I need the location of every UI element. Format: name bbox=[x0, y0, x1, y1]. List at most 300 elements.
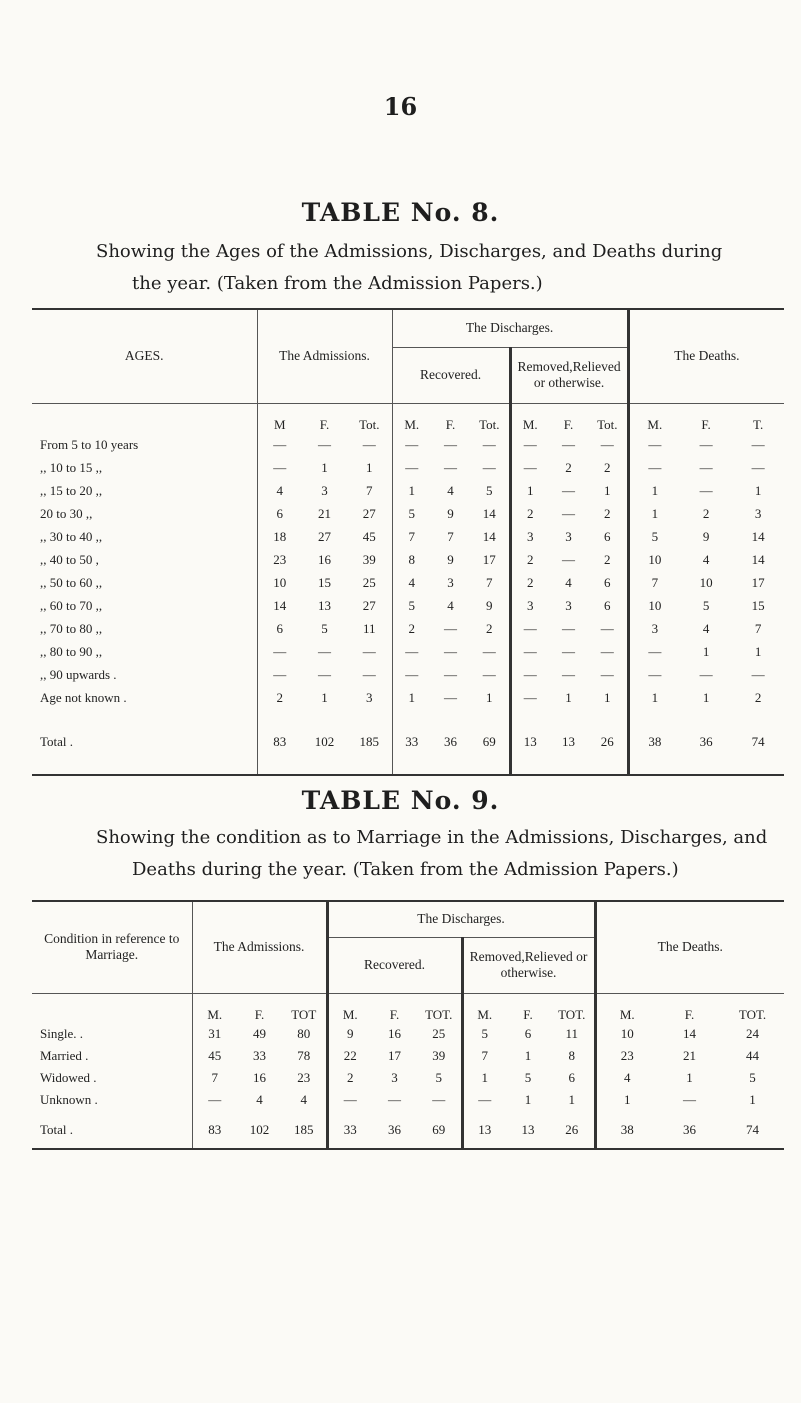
table8-cell: — bbox=[562, 505, 576, 521]
table9-cell: 4 bbox=[300, 1092, 307, 1107]
table8-discharges-header: The Discharges. bbox=[392, 309, 628, 347]
table9-cell: 83 bbox=[192, 1111, 237, 1149]
table8-cell: 27 bbox=[362, 597, 376, 613]
table8-cell: 5 bbox=[392, 594, 431, 617]
table9-cell: — bbox=[462, 1089, 506, 1111]
table9-cell: 5 bbox=[749, 1070, 756, 1085]
table8-row-label: Age not known . bbox=[40, 689, 127, 705]
table8-cell: — bbox=[444, 436, 458, 452]
table8-cell: 6 bbox=[257, 617, 302, 640]
table8-cell: 4 bbox=[702, 620, 710, 636]
table8-cell: — bbox=[444, 459, 458, 475]
table8-subheader: T. bbox=[732, 403, 784, 433]
table8-cell: — bbox=[362, 666, 376, 682]
table8-row bbox=[32, 571, 784, 594]
table9-cell: 25 bbox=[432, 1026, 446, 1041]
table9-cell: 33 bbox=[327, 1111, 372, 1149]
table9-cell: 45 bbox=[192, 1045, 237, 1067]
page-number: 16 bbox=[383, 92, 418, 121]
table8-cell: — bbox=[510, 663, 549, 686]
table9-cell: 5 bbox=[435, 1070, 442, 1085]
table8-cell: — bbox=[699, 482, 713, 498]
table8-cell: — bbox=[318, 436, 331, 452]
table9-subheader: M. bbox=[327, 993, 372, 1023]
table8-cell: 14 bbox=[751, 551, 765, 567]
table9-cell: — bbox=[683, 1092, 697, 1107]
table8-ages-header: AGES. bbox=[32, 309, 257, 403]
table9-row bbox=[32, 1023, 784, 1045]
table8-cell: — bbox=[562, 666, 576, 682]
table9-cell: 1 bbox=[686, 1070, 693, 1085]
table9-subheader-blank bbox=[32, 993, 192, 1023]
table8-title: TABLE No. 8. bbox=[301, 198, 500, 227]
table8-subheader: Tot. bbox=[588, 403, 628, 433]
table8-cell: 16 bbox=[318, 551, 331, 567]
table8-cell: — bbox=[628, 640, 680, 663]
table8-cell: — bbox=[510, 686, 549, 709]
table8-caption-line2: the year. (Taken from the Admission Papers.) bbox=[132, 273, 543, 294]
table8-row-label: From 5 to 10 years bbox=[40, 436, 139, 452]
table8-cell: — bbox=[392, 663, 431, 686]
table8-cell: 36 bbox=[431, 709, 470, 775]
table9-subheader: M. bbox=[462, 993, 506, 1023]
table9-cell: 74 bbox=[721, 1111, 784, 1149]
table8-cell: 3 bbox=[565, 528, 572, 544]
table8-cell: — bbox=[562, 482, 576, 498]
table9-cell: 36 bbox=[658, 1111, 721, 1149]
table9-cell: 5 bbox=[524, 1070, 532, 1085]
table8-cell: 1 bbox=[510, 479, 549, 502]
table8-row bbox=[32, 433, 784, 456]
table9-cell: 21 bbox=[683, 1048, 697, 1063]
table8-cell: — bbox=[628, 433, 680, 456]
table8-cell: — bbox=[257, 433, 302, 456]
table8-cell: 27 bbox=[318, 528, 331, 544]
table8-cell: — bbox=[444, 689, 458, 705]
table8-cell: 9 bbox=[447, 551, 454, 567]
table8-cell: 14 bbox=[751, 528, 765, 544]
table9-cell: 13 bbox=[462, 1111, 506, 1149]
table9-cell: 39 bbox=[432, 1048, 446, 1063]
table8-row-label: ,, 70 to 80 ,, bbox=[40, 620, 103, 636]
table8-cell: 6 bbox=[604, 597, 611, 613]
table8-cell: 10 bbox=[699, 574, 713, 590]
table9-cell: 23 bbox=[297, 1070, 311, 1085]
table9-cell: 9 bbox=[327, 1023, 372, 1045]
table8-cell: 1 bbox=[628, 502, 680, 525]
table8-cell: 7 bbox=[486, 574, 493, 590]
table8-cell: — bbox=[444, 620, 458, 636]
table8-subheader: M. bbox=[628, 403, 680, 433]
table8-cell: 7 bbox=[754, 620, 762, 636]
table8-cell: 1 bbox=[321, 459, 328, 475]
table8-cell: 7 bbox=[447, 528, 454, 544]
table8-cell: 4 bbox=[447, 597, 454, 613]
table9-row-label: Single. . bbox=[40, 1026, 83, 1041]
table9-cell: 17 bbox=[388, 1048, 401, 1063]
table8-cell: 10 bbox=[628, 594, 680, 617]
table8-cell: 6 bbox=[604, 574, 611, 590]
table8-cell: 27 bbox=[362, 505, 376, 521]
table9-cell: 44 bbox=[746, 1048, 760, 1063]
table8-deaths-header: The Deaths. bbox=[628, 309, 784, 403]
table8-cell: — bbox=[510, 640, 549, 663]
table8-cell: — bbox=[482, 666, 496, 682]
table8-row bbox=[32, 479, 784, 502]
table8-cell: 7 bbox=[366, 482, 373, 498]
table8-cell: 9 bbox=[447, 505, 454, 521]
table8-cell: 1 bbox=[628, 479, 680, 502]
table8-cell: 26 bbox=[588, 709, 628, 775]
table9-cell: 4 bbox=[256, 1092, 263, 1107]
table9-cell: 22 bbox=[327, 1045, 372, 1067]
table8-cell: — bbox=[699, 459, 713, 475]
table8-subheader: Tot. bbox=[347, 403, 392, 433]
table9-row bbox=[32, 1089, 784, 1111]
table9-recovered-header: Recovered. bbox=[327, 937, 462, 993]
table8-row-label: ,, 80 to 90 ,, bbox=[40, 643, 103, 659]
table8-cell: 14 bbox=[482, 505, 496, 521]
table9-row-label: Widowed . bbox=[40, 1070, 97, 1085]
table8-row bbox=[32, 640, 784, 663]
table8-subheader: M bbox=[257, 403, 302, 433]
table8-subheader: F. bbox=[431, 403, 470, 433]
table9 bbox=[32, 900, 784, 1150]
table9-subheader: M. bbox=[192, 993, 237, 1023]
table8-row-label: ,, 10 to 15 ,, bbox=[40, 459, 103, 475]
table8-cell: — bbox=[444, 643, 458, 659]
table8-cell: 185 bbox=[347, 709, 392, 775]
table8-cell: 3 bbox=[447, 574, 454, 590]
table9-caption bbox=[96, 822, 767, 886]
table8-cell: 2 bbox=[702, 505, 710, 521]
table9-cell: 3 bbox=[391, 1070, 398, 1085]
table9-row-label: Total . bbox=[32, 1111, 192, 1149]
table8-cell: 4 bbox=[565, 574, 572, 590]
table8-caption bbox=[96, 236, 722, 300]
table8-cell: — bbox=[257, 456, 302, 479]
table8-cell: 1 bbox=[366, 459, 373, 475]
table9-subheader: F. bbox=[372, 993, 417, 1023]
table9-caption-line2: Deaths during the year. (Taken from the Admission Papers.) bbox=[132, 859, 679, 880]
table9-cell: 33 bbox=[253, 1048, 266, 1063]
table8-cell: 4 bbox=[447, 482, 454, 498]
table8-cell: 5 bbox=[392, 502, 431, 525]
table8-cell: 1 bbox=[486, 689, 493, 705]
table8-row-label: ,, 40 to 50 , bbox=[40, 551, 99, 567]
table8-subheader-blank bbox=[32, 403, 257, 433]
table8-cell: 17 bbox=[482, 551, 496, 567]
table8-cell: 1 bbox=[604, 482, 611, 498]
table9-cell: — bbox=[388, 1092, 401, 1107]
table8-cell: 3 bbox=[321, 482, 328, 498]
table9-cell: 102 bbox=[237, 1111, 282, 1149]
table8 bbox=[32, 308, 784, 776]
table8-cell: — bbox=[699, 666, 713, 682]
table9-subheader-row bbox=[32, 993, 784, 1023]
table9-caption-line1: Showing the condition as to Marriage in the Admissions, Discharges, and bbox=[96, 827, 768, 848]
table9-total-row bbox=[32, 1111, 784, 1149]
table8-subheader: M. bbox=[510, 403, 549, 433]
table9-subheader: M. bbox=[595, 993, 658, 1023]
table9-cell: 16 bbox=[253, 1070, 266, 1085]
table8-cell: 4 bbox=[257, 479, 302, 502]
table8-cell: — bbox=[510, 456, 549, 479]
table8-cell: — bbox=[751, 436, 765, 452]
table8-cell: 2 bbox=[392, 617, 431, 640]
table8-cell: — bbox=[562, 436, 576, 452]
table8-cell: 6 bbox=[604, 528, 611, 544]
table8-cell: 2 bbox=[604, 551, 611, 567]
table8-cell: — bbox=[318, 666, 331, 682]
table9-deaths-header: The Deaths. bbox=[595, 901, 784, 993]
table8-row-label: ,, 60 to 70 ,, bbox=[40, 597, 103, 613]
table9-cell: 14 bbox=[683, 1026, 697, 1041]
table9-subheader: TOT. bbox=[417, 993, 462, 1023]
table9-cell: 5 bbox=[462, 1023, 506, 1045]
table8-cell: 1 bbox=[604, 689, 611, 705]
table9-cell: 7 bbox=[462, 1045, 506, 1067]
table8-caption-line1: Showing the Ages of the Admissions, Discharges, and Deaths during bbox=[96, 241, 723, 262]
table8-row bbox=[32, 686, 784, 709]
table9-cell: 6 bbox=[568, 1070, 575, 1085]
table8-cell: — bbox=[628, 456, 680, 479]
table9-cell: 6 bbox=[524, 1026, 532, 1041]
table8-cell: 15 bbox=[318, 574, 331, 590]
table8-cell: — bbox=[510, 617, 549, 640]
table8-cell: 25 bbox=[362, 574, 376, 590]
table8-cell: — bbox=[257, 640, 302, 663]
table9-cell: 11 bbox=[565, 1026, 579, 1041]
table8-cell: 2 bbox=[257, 686, 302, 709]
table8-row bbox=[32, 502, 784, 525]
table8-cell: — bbox=[600, 666, 614, 682]
table8-row bbox=[32, 663, 784, 686]
table8-cell: 7 bbox=[392, 525, 431, 548]
table8-cell: 15 bbox=[751, 597, 765, 613]
table9-cell: 49 bbox=[253, 1026, 266, 1041]
table9-discharges-header: The Discharges. bbox=[327, 901, 595, 937]
table8-row-label: Total . bbox=[32, 709, 257, 775]
table8-cell: 13 bbox=[549, 709, 588, 775]
table9-cell: — bbox=[327, 1089, 372, 1111]
table8-removed-header: Removed,Relieved or otherwise. bbox=[510, 347, 628, 403]
table9-row bbox=[32, 1067, 784, 1089]
table8-cell: 14 bbox=[257, 594, 302, 617]
table8-cell: 2 bbox=[604, 459, 611, 475]
table9-cell: 80 bbox=[297, 1026, 311, 1041]
table9-row bbox=[32, 1045, 784, 1067]
table8-cell: — bbox=[482, 459, 496, 475]
table8-cell: 3 bbox=[510, 525, 549, 548]
table8-cell: 3 bbox=[628, 617, 680, 640]
table8-cell: 2 bbox=[510, 571, 549, 594]
table8-cell: — bbox=[628, 663, 680, 686]
table9-cell: 1 bbox=[462, 1067, 506, 1089]
table8-cell: 6 bbox=[257, 502, 302, 525]
table8-cell: — bbox=[600, 643, 614, 659]
table8-row-label: ,, 90 upwards . bbox=[40, 666, 117, 682]
table8-cell: — bbox=[600, 436, 614, 452]
table8-cell: — bbox=[318, 643, 331, 659]
table9-cell: 7 bbox=[192, 1067, 237, 1089]
table8-cell: 10 bbox=[257, 571, 302, 594]
table8-cell: — bbox=[510, 433, 549, 456]
table9-cell: 38 bbox=[595, 1111, 658, 1149]
table8-cell: 2 bbox=[486, 620, 493, 636]
table9-admissions-header: The Admissions. bbox=[192, 901, 327, 993]
table8-cell: 1 bbox=[628, 686, 680, 709]
table8-cell: 1 bbox=[754, 482, 762, 498]
table9-cell: 1 bbox=[524, 1048, 532, 1063]
table9-cell: 185 bbox=[282, 1111, 327, 1149]
table8-cell: 5 bbox=[702, 597, 710, 613]
table8-cell: 1 bbox=[392, 479, 431, 502]
table8-subheader-row bbox=[32, 403, 784, 433]
table8-cell: — bbox=[600, 620, 614, 636]
table8-subheader: F. bbox=[302, 403, 347, 433]
table9-cell: 36 bbox=[372, 1111, 417, 1149]
table8-cell: 1 bbox=[392, 686, 431, 709]
table8-cell: 7 bbox=[628, 571, 680, 594]
table8-row bbox=[32, 617, 784, 640]
table8-cell: 4 bbox=[392, 571, 431, 594]
table8-cell: 69 bbox=[470, 709, 510, 775]
table8-cell: 13 bbox=[510, 709, 549, 775]
table8-cell: 33 bbox=[392, 709, 431, 775]
table8-cell: 9 bbox=[702, 528, 710, 544]
table8-cell: — bbox=[444, 666, 458, 682]
table8-cell: 3 bbox=[510, 594, 549, 617]
table8-cell: 102 bbox=[302, 709, 347, 775]
table8-cell: 2 bbox=[510, 548, 549, 571]
table8-cell: 5 bbox=[321, 620, 328, 636]
table8-cell: 2 bbox=[565, 459, 572, 475]
table8-cell: — bbox=[392, 433, 431, 456]
table8-cell: 10 bbox=[628, 548, 680, 571]
table9-cell: 13 bbox=[506, 1111, 550, 1149]
table9-cell: 23 bbox=[595, 1045, 658, 1067]
table8-cell: 13 bbox=[318, 597, 331, 613]
table8-cell: 23 bbox=[257, 548, 302, 571]
table8-cell: 11 bbox=[363, 620, 376, 636]
table8-cell: — bbox=[562, 620, 576, 636]
table8-row bbox=[32, 525, 784, 548]
table9-cell: 69 bbox=[417, 1111, 462, 1149]
table8-cell: — bbox=[751, 459, 765, 475]
table9-cell: 24 bbox=[746, 1026, 760, 1041]
table8-cell: 3 bbox=[565, 597, 572, 613]
table9-subheader: TOT bbox=[282, 993, 327, 1023]
table9-row-label: Married . bbox=[40, 1048, 89, 1063]
table8-cell: — bbox=[751, 666, 765, 682]
table8-cell: — bbox=[392, 456, 431, 479]
table9-cell: 78 bbox=[297, 1048, 311, 1063]
table8-row-label: ,, 30 to 40 ,, bbox=[40, 528, 103, 544]
table9-cell: — bbox=[432, 1092, 446, 1107]
table8-cell: 83 bbox=[257, 709, 302, 775]
table8-recovered-header: Recovered. bbox=[392, 347, 510, 403]
table8-cell: 1 bbox=[321, 689, 328, 705]
table9-cell: 1 bbox=[524, 1092, 532, 1107]
table8-cell: 5 bbox=[628, 525, 680, 548]
table8-cell: 18 bbox=[257, 525, 302, 548]
table8-row bbox=[32, 548, 784, 571]
table8-subheader: F. bbox=[680, 403, 732, 433]
table8-cell: — bbox=[482, 436, 496, 452]
table8-row bbox=[32, 456, 784, 479]
table8-subheader: M. bbox=[392, 403, 431, 433]
table8-cell: 1 bbox=[754, 643, 762, 659]
table8-admissions-header: The Admissions. bbox=[257, 309, 392, 403]
table8-cell: 17 bbox=[751, 574, 765, 590]
table8-cell: 3 bbox=[366, 689, 373, 705]
table9-removed-header: Removed,Relieved or otherwise. bbox=[462, 937, 595, 993]
table9-cell: 1 bbox=[568, 1092, 575, 1107]
table8-cell: 3 bbox=[754, 505, 762, 521]
table8-cell: 1 bbox=[565, 689, 572, 705]
table9-cell: 8 bbox=[568, 1048, 575, 1063]
table8-row-label: 20 to 30 ,, bbox=[40, 505, 93, 521]
table9-cell: 4 bbox=[595, 1067, 658, 1089]
table9-title: TABLE No. 9. bbox=[301, 786, 500, 815]
table8-cell: — bbox=[562, 643, 576, 659]
table8-cell: 45 bbox=[362, 528, 376, 544]
table8-cell: 2 bbox=[510, 502, 549, 525]
table8-subheader: F. bbox=[549, 403, 588, 433]
table9-cell: 1 bbox=[595, 1089, 658, 1111]
table9-row-label: Unknown . bbox=[40, 1092, 98, 1107]
table8-cell: — bbox=[562, 551, 576, 567]
table8-cell: 5 bbox=[486, 482, 493, 498]
table9-subheader: F. bbox=[658, 993, 721, 1023]
table8-cell: 9 bbox=[486, 597, 493, 613]
table9-subheader: TOT. bbox=[721, 993, 784, 1023]
table8-cell: — bbox=[392, 640, 431, 663]
table8-cell: — bbox=[699, 436, 713, 452]
table9-cell: 1 bbox=[749, 1092, 756, 1107]
table8-subheader: Tot. bbox=[470, 403, 510, 433]
table9-cell: 16 bbox=[388, 1026, 401, 1041]
table8-cell: 1 bbox=[702, 643, 710, 659]
table9-cell: 2 bbox=[327, 1067, 372, 1089]
table8-cell: — bbox=[482, 643, 496, 659]
table9-cell: 10 bbox=[595, 1023, 658, 1045]
table8-cell: 1 bbox=[702, 689, 710, 705]
table8-row bbox=[32, 594, 784, 617]
table8-cell: 74 bbox=[732, 709, 784, 775]
table8-cell: 36 bbox=[680, 709, 732, 775]
table8-cell: 39 bbox=[362, 551, 376, 567]
table9-cell: 31 bbox=[192, 1023, 237, 1045]
table8-cell: 4 bbox=[702, 551, 710, 567]
table8-cell: 21 bbox=[318, 505, 331, 521]
table8-row-label: ,, 15 to 20 ,, bbox=[40, 482, 103, 498]
table8-cell: — bbox=[257, 663, 302, 686]
table9-cell: — bbox=[192, 1089, 237, 1111]
table8-cell: 8 bbox=[392, 548, 431, 571]
table8-cell: 2 bbox=[754, 689, 762, 705]
table8-cell: 38 bbox=[628, 709, 680, 775]
table8-total-row bbox=[32, 709, 784, 775]
table9-subheader: TOT. bbox=[550, 993, 595, 1023]
table9-subheader: F. bbox=[237, 993, 282, 1023]
table8-row-label: ,, 50 to 60 ,, bbox=[40, 574, 103, 590]
table8-cell: 2 bbox=[604, 505, 611, 521]
table9-condition-header: Condition in reference to Marriage. bbox=[32, 901, 192, 993]
table9-cell: 26 bbox=[550, 1111, 595, 1149]
table8-cell: — bbox=[362, 436, 376, 452]
